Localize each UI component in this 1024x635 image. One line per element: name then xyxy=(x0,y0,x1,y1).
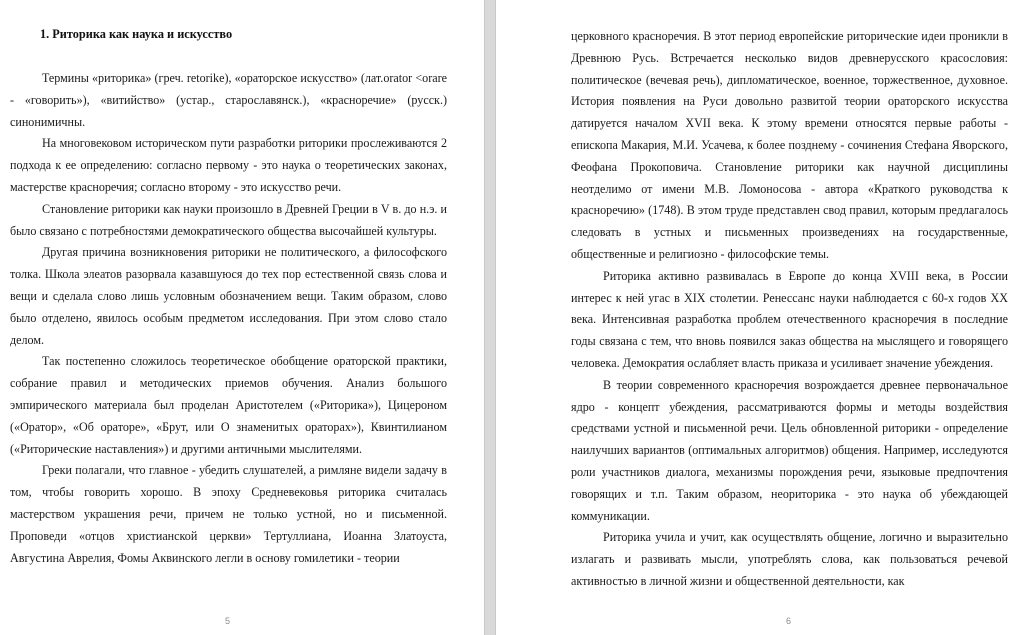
paragraph: В теории современного красноречия возрождается древнее первоначальное ядро - концепт убеждения, рассматриваются формы и методы воздействия средствами устной и письменной речи. Цель обновленной риторики - определение наилучших вариантов (оптимальных алгоритмов) общения. Например, исследуются роли участников диалога, механизмы порождения речи, языковые предпочтения говорящих и т.п. Таким образом, неориторика - это наука об убеждающей коммуникации. xyxy=(571,377,1008,523)
paragraph: На многовековом историческом пути разработки риторики прослеживаются 2 подхода к ее определению: согласно первому - это наука о теоретических законах, мастерстве красноречия; согласно второму - это искусство речи. xyxy=(10,136,447,194)
paragraph-continued: церковного красноречия. В этот период европейские риторические идеи проникли в Древнюю Русь. Встречается несколько видов древнерусского красословия: политическое (вечевая речь), дипломатическое, военное, торжественное, духовное. История появления на Руси довольно развитой теории ораторского искусства датируется началом XVII века. К этому времени относятся первые работы - епископа Макария, М.И. Усачева, к более позднему - сочинения Стефана Яворского, Феофана Прокоповича. Становление риторики как научной дисциплины неотделимо от имени М.В. Ломоносова - автора «Краткого руководства к красноречию» (1748). В этом труде представлен свод правил, которым предлагалось следовать в устных и письменных произведениях на государственные, общественные и религиозно - философские темы. xyxy=(571,29,1008,261)
paragraph: Риторика активно развивалась в Европе до конца XVIII века, в России интерес к ней угас в XIX столетии. Ренессанс науки наблюдается с 60-х годов XX века. Интенсивная разработка проблем отечественного красноречия в последние годы связана с тем, что вновь появился заказ общества на мыслящего и говорящего человека. Демократия ослабляет власть приказа и усиливает значение убеждения. xyxy=(571,268,1008,370)
paragraph: Риторика учила и учит, как осуществлять общение, логично и выразительно излагать и развивать мысли, употреблять слова, как пользоваться речевой активностью в личной жизни и общественной деятельности, как xyxy=(571,530,1008,588)
page-number: 5 xyxy=(225,616,231,626)
paragraph: Так постепенно сложилось теоретическое обобщение ораторской практики, собрание правил и методических приемов обучения. Анализ большого эмпирического материала был проделан Аристотелем («Риторика»), Цицероном («Оратор», «Об ораторе», «Брут, или О знаменитых ораторах»), Квинтилианом («Риторические наставления») и другими античными мыслителями. xyxy=(10,354,447,456)
paragraph: Греки полагали, что главное - убедить слушателей, а римляне видели задачу в том, чтобы говорить хорошо. В эпоху Средневековья риторика считалась мастерством украшения речи, причем не только устной, но и письменной. Проповеди «отцов христианской церкви» Тертуллиана, Иоанна Златоуста, Августина Аврелия, Фомы Аквинского легли в основу гомилетики - теории xyxy=(10,463,447,565)
page-number: 6 xyxy=(786,616,792,626)
paragraph: Другая причина возникновения риторики не политического, а философского толка. Школа элеатов разорвала казавшуюся до тех пор естественной связь слова и вещи и сделала слово лишь условным обозначением вещи. Таким образом, слово было отделено, явилось особым предметом исследования. При этом слово стало делом. xyxy=(10,245,447,347)
document-page-left xyxy=(0,0,484,635)
page-body-left xyxy=(10,68,447,569)
document-page-right xyxy=(496,0,1024,635)
page-body-right xyxy=(571,26,1008,593)
section-heading: 1. Риторика как наука и искусство xyxy=(40,27,233,41)
paragraph: Становление риторики как науки произошло в Древней Греции в V в. до н.э. и было связано с потребностями демократического общества высочайшей культуры. xyxy=(10,201,447,238)
page-gap xyxy=(484,0,496,635)
paragraph: Термины «риторика» (греч. retorike), «ораторское искусство» (лат.orator <orare - «говорить»), «витийство» (устар., старославянск.), «красноречие» (русск.) синонимичны. xyxy=(10,71,447,129)
